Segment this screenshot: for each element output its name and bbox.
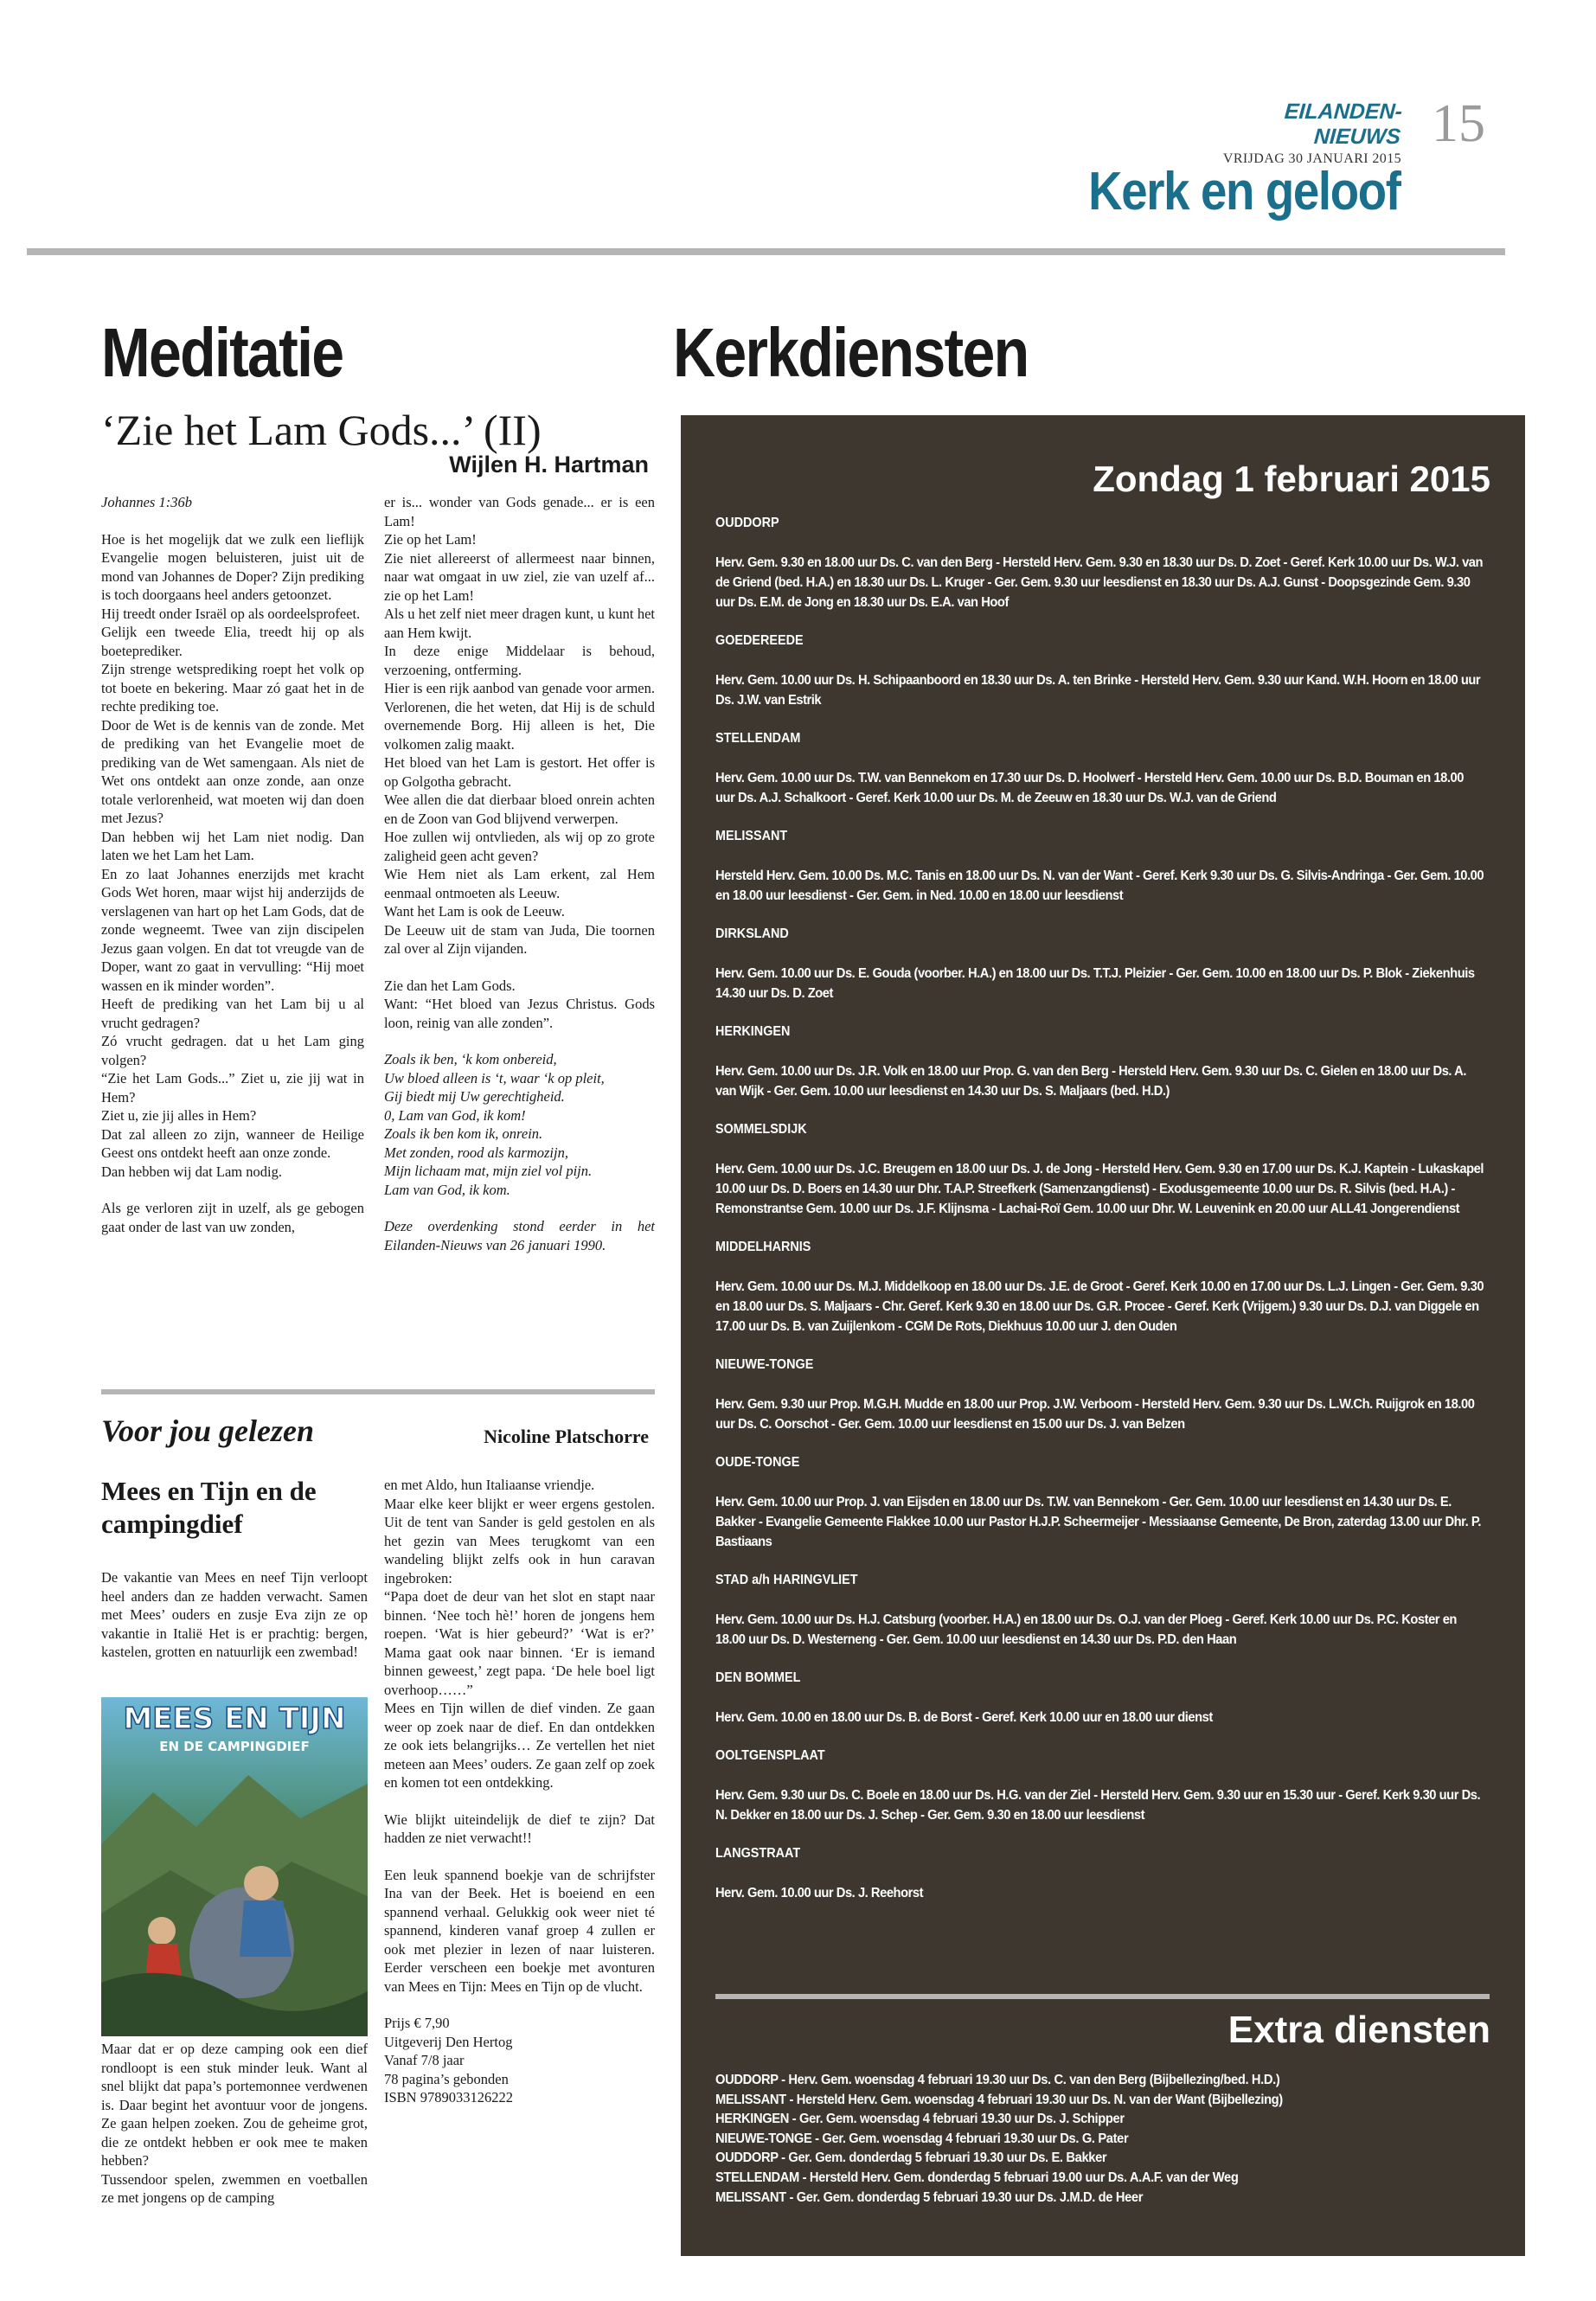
extra-service-item: OUDDORP - Ger. Gem. donderdag 5 februari 19.30 uur Ds. E. Bakker	[715, 2150, 1107, 2166]
place-services: Herv. Gem. 10.00 uur Ds. E. Gouda (voorber. H.A.) en 18.00 uur Ds. T.T.J. Pleizier - Ger. Gem. 10.00 en 18.00 uur Ds. P. Blok - Ziekenhuis 14.30 uur Ds. D. Zoet	[715, 966, 1475, 1001]
place-name: MIDDELHARNIS	[715, 1240, 811, 1254]
extra-service-item: STELLENDAM - Hersteld Herv. Gem. donderdag 5 februari 19.00 uur Ds. A.A.F. van der Weg	[715, 2170, 1239, 2185]
section-divider	[101, 1389, 655, 1394]
review-heading: Voor jou gelezen	[101, 1413, 315, 1448]
review-column-1b	[101, 2040, 368, 2208]
place-name: DEN BOMMEL	[715, 1670, 801, 1685]
extra-service-item: HERKINGEN - Ger. Gem. woensdag 4 februari 19.30 uur Ds. J. Schipper	[715, 2112, 1125, 2127]
extra-service-item: NIEUWE-TONGE - Ger. Gem. woensdag 4 februari 19.30 uur Ds. G. Pater	[715, 2131, 1129, 2146]
place-services: Herv. Gem. 10.00 uur Ds. J.C. Breugem en 18.00 uur Ds. J. de Jong - Hersteld Herv. Gem. 9.30 en 17.00 uur Ds. K.J. Kaptein - Lukaskapel 10.00 uur Ds. D. Boers en 14.30 uur Dhr. T.A.P. Streefkerk (Samenzangdienst) - Exodusgemeente 10.00 uur Ds. R. Silvis (bed. H.A.) - Remonstrantse Gem. 10.00 uur Ds. J.F. Klijnsma - Lachai-Roï Gem. 10.00 uur Dhr. W. Leuvenink en 20.00 uur ALL41 Jongerendienst	[715, 1162, 1484, 1216]
place-services: Herv. Gem. 10.00 uur Ds. J.R. Volk en 18.00 uur Prop. G. van den Berg - Hersteld Herv. Gem. 9.30 uur Ds. C. Gielen en 18.00 uur Ds. A. van Wijk - Ger. Gem. 10.00 uur leesdienst en 14.30 uur Ds. S. Maljaars (bed. H.D.)	[715, 1064, 1466, 1099]
extra-service-item: MELISSANT - Hersteld Herv. Gem. woensdag 4 februari 19.30 uur Ds. N. van der Want (Bijbellezing)	[715, 2092, 1283, 2107]
meditatie-text-1: Hoe is het mogelijk dat we zulk een lieflijk Evangelie mogen beluisteren, juist uit de mond van Johannes de Doper? Zijn prediking is toch doorgaans heel anders getoonzet. Hij treedt onder Israël op als oordeelsprofeet. Gelijk een tweede Elia, treedt hij op als boeteprediker. Zijn strenge wetsprediking roept het volk op tot boete en bekering. Maar zó gaat het in de rechte prediking toe. Door de Wet is de kennis van de zonde. Met de prediking van het Evangelie moet de prediking van de Wet samengaan. Als niet de Wet ons ontdekt aan onze zonde, aan onze totale verlorenheid, wat moeten wij dan doen met Jezus? Dan hebben wij het Lam niet nodig. Dan laten we het Lam het Lam. En zo laat Johannes enerzijds met kracht Gods Wet horen, maar wijst hij anderzijds de verslagenen van hart op het Lam Gods, dat de zonde wegneemt. Twee van zijn discipelen Jezus gaan volgen. En dat tot vreugde van de Doper, want zo gaat in vervulling: “Hij moet wassen en ik minder worden”. Heeft de prediking van het Lam bij u al vrucht gedragen? Zó vrucht gedragen. dat u het Lam ging volgen? “Zie het Lam Gods...” Ziet u, zie jij wat in Hem? Ziet u, zie jij alles in Hem? Dat zal alleen zo zijn, wanneer de Heilige Geest ons ontdekt heeft aan onze zonde. Dan hebben wij dat Lam nodig.	[101, 530, 364, 1180]
place-services: Herv. Gem. 10.00 uur Ds. H.J. Catsburg (voorber. H.A.) en 18.00 uur Ds. O.J. van der Ploeg - Geref. Kerk 10.00 uur Ds. P.C. Koster en 18.00 uur Ds. D. Westerneng - Ger. Gem. 10.00 uur leesdienst en 14.30 uur Ds. P.D. den Haan	[715, 1612, 1457, 1647]
section-title: Kerk en geloof	[1088, 162, 1401, 221]
meditatie-column-1	[101, 493, 364, 1236]
place-name: MELISSANT	[715, 829, 788, 843]
services-date: Zondag 1 februari 2015	[1093, 458, 1490, 499]
place-name: OOLTGENSPLAAT	[715, 1748, 825, 1763]
place-name: DIRKSLAND	[715, 926, 789, 941]
services-list	[715, 515, 1490, 1923]
place-services: Herv. Gem. 9.30 uur Prop. M.G.H. Mudde en 18.00 uur Prop. J.W. Verboom - Hersteld Herv. Gem. 9.30 uur Ds. L.W.Ch. Ruijgrok en 18.00 uur Ds. C. Oorschot - Ger. Gem. 10.00 uur leesdienst en 15.00 uur Ds. J. van Belzen	[715, 1397, 1475, 1432]
book-cover-illustration	[101, 1697, 368, 2036]
place-name: STAD a/h HARINGVLIET	[715, 1573, 858, 1587]
top-divider	[27, 248, 1505, 255]
place-services: Herv. Gem. 10.00 uur Ds. J. Reehorst	[715, 1886, 924, 1900]
book-cover-image	[101, 1697, 368, 2036]
place-services: Herv. Gem. 9.30 en 18.00 uur Ds. C. van den Berg - Hersteld Herv. Gem. 9.30 en 18.30 uur Ds. D. Zoet - Geref. Kerk 10.00 uur Ds. W.J. van de Griend (bed. H.A.) en 18.30 uur Ds. L. Kruger - Ger. Gem. 9.30 uur leesdienst en 18.30 uur Ds. A.J. Gunst - Doopsgezinde Gem. 9.30 uur Ds. E.M. de Jong en 18.30 uur Ds. E.A. van Hoof	[715, 555, 1484, 610]
review-author: Nicoline Platschorre	[484, 1426, 649, 1447]
review-text-2b: Wie blijkt uiteindelijk de dief te zijn? Dat hadden ze niet verwacht!!	[384, 1811, 655, 1846]
place-name: NIEUWE-TONGE	[715, 1357, 814, 1372]
book-title: Mees en Tijn en de campingdief	[101, 1476, 317, 1539]
meditatie-heading: Meditatie	[101, 314, 343, 391]
meditatie-text-2: er is... wonder van Gods genade... er is een Lam! Zie op het Lam! Zie niet allereerst of allermeest naar binnen, naar wat omgaat in uw ziel, zie van uzelf af... zie op het Lam! Als u het zelf niet meer dragen kunt, u kunt het aan Hem kwijt. In deze enige Middelaar is behoud, verzoening, ontferming. Hier is een rijk aanbod van genade voor armen. Verlorenen, die het weten, dat Hij is de schuld overnemende Borg. Hij alleen is het, Die volkomen zalig maakt. Het bloed van het Lam is gestort. Het offer is op Golgotha gebracht. Wee allen die dat dierbaar bloed onrein achten en de Zoon van God blijvend verwerpen. Hoe zullen wij ontvlieden, als wij op zo grote zaligheid geen acht geven? Wie Hem niet als Lam erkent, zal Hem eenmaal ontmoeten als Leeuw. Want het Lam is ook de Leeuw. De Leeuw uit de stam van Juda, Die toornen zal over al Zijn vijanden.	[384, 494, 655, 957]
kerkdiensten-heading: Kerkdiensten	[673, 314, 1029, 391]
extra-service-item: OUDDORP - Herv. Gem. woensdag 4 februari 19.30 uur Ds. C. van den Berg (Bijbellezing/bed. H.D.)	[715, 2073, 1280, 2087]
extra-services-list	[715, 2071, 1432, 2208]
newspaper-logo: EILANDEN-NIEUWS	[1283, 99, 1404, 149]
church-services-box	[681, 415, 1525, 2256]
issue-date: VRIJDAG 30 JANUARI 2015	[1222, 151, 1401, 166]
place-name: SOMMELSDIJK	[715, 1122, 807, 1137]
meditatie-poem: Zoals ik ben, ‘k kom onbereid, Uw bloed alleen is ‘t, waar ‘k op pleit, Gij biedt mij Uw gerechtigheid. 0, Lam van God, ik kom! Zoals ik ben kom ik, onrein. Met zonden, rood als karmozijn, Mijn lichaam mat, mijn ziel vol pijn. Lam van God, ik kom.	[384, 1051, 605, 1198]
place-name: LANGSTRAAT	[715, 1846, 801, 1861]
masthead	[1202, 99, 1404, 167]
place-services: Herv. Gem. 10.00 en 18.00 uur Ds. B. de Borst - Geref. Kerk 10.00 uur en 18.00 uur dienst	[715, 1710, 1213, 1725]
place-name: HERKINGEN	[715, 1024, 791, 1039]
place-services: Herv. Gem. 10.00 uur Ds. H. Schipaanboord en 18.30 uur Ds. A. ten Brinke - Hersteld Herv. Gem. 9.30 uur Kand. W.H. Hoorn en 18.00 uur Ds. J.W. van Estrik	[715, 673, 1481, 708]
review-text-2c: Een leuk spannend boekje van de schrijfster Ina van der Beek. Het is boeiend en een spannend verhaal. Gelukkig ook weer niet té spannend, kinderen vanaf groep 4 zullen er ook met plezier in lezen of naar luisteren. Eerder verscheen een boekje met avonturen van Mees en Tijn: Mees en Tijn op de vlucht.	[384, 1866, 655, 1995]
meditatie-text-2b: Zie dan het Lam Gods. Want: “Het bloed van Jezus Christus. Gods loon, reinig van alle zonden”.	[384, 977, 655, 1031]
place-name: STELLENDAM	[715, 731, 801, 746]
place-services: Herv. Gem. 10.00 uur Prop. J. van Eijsden en 18.00 uur Ds. T.W. van Bennekom - Ger. Gem. 10.00 uur leesdienst en 14.30 uur Ds. E. Bakker - Evangelie Gemeente Flakkee 10.00 uur Pastor H.J.P. Scheermeijer - Messiaanse Gemeente, De Bron, zaterdag 13.00 uur Dhr. P. Bastiaans	[715, 1495, 1481, 1549]
review-column-2	[384, 1476, 655, 2107]
meditatie-text-1b: Als ge verloren zijt in uzelf, als ge gebogen gaat onder de last van uw zonden,	[101, 1200, 364, 1235]
meditatie-subtitle: ‘Zie het Lam Gods...’ (II)	[101, 406, 542, 454]
place-name: OUDDORP	[715, 516, 779, 530]
place-services: Herv. Gem. 9.30 uur Ds. C. Boele en 18.00 uur Ds. H.G. van der Ziel - Hersteld Herv. Gem. 9.30 uur en 15.30 uur - Geref. Kerk 9.30 uur Ds. N. Dekker en 18.00 uur Ds. J. Schep - Ger. Gem. 9.30 en 18.00 uur leesdienst	[715, 1788, 1481, 1823]
meditatie-note: Deze overdenking stond eerder in het Eilanden-Nieuws van 26 januari 1990.	[384, 1218, 655, 1253]
meditatie-author: Wijlen H. Hartman	[449, 452, 649, 478]
extra-divider	[715, 1994, 1490, 1999]
extra-services-heading: Extra diensten	[1227, 2009, 1490, 2051]
extra-service-item: MELISSANT - Ger. Gem. donderdag 5 februari 19.30 uur Ds. J.M.D. de Heer	[715, 2189, 1144, 2205]
meditatie-column-2	[384, 493, 655, 1254]
page-number: 15	[1432, 94, 1485, 153]
book-details: Prijs € 7,90 Uitgeverij Den Hertog Vanaf 7/8 jaar 78 pagina’s gebonden ISBN 9789033126222	[384, 2015, 513, 2106]
place-services: Herv. Gem. 10.00 uur Ds. M.J. Middelkoop en 18.00 uur Ds. J.E. de Groot - Geref. Kerk 10.00 en 17.00 uur Ds. L.J. Lingen - Ger. Gem. 9.30 en 18.00 uur Ds. S. Maljaars - Chr. Geref. Kerk 9.30 en 18.00 uur Ds. G.R. Procee - Geref. Kerk (Vrijgem.) 9.30 uur Ds. D.J. van Diggele en 17.00 uur Ds. B. van Zuijlenkom - CGM De Rots, Diekhuus 10.00 uur J. den Ouden	[715, 1279, 1484, 1334]
place-services: Herv. Gem. 10.00 uur Ds. T.W. van Bennekom en 17.30 uur Ds. D. Hoolwerf - Hersteld Herv. Gem. 10.00 uur Ds. B.D. Bouman en 18.00 uur Ds. A.J. Schalkoort - Geref. Kerk 10.00 uur Ds. M. de Zeeuw en 18.30 uur Ds. W.J. van de Griend	[715, 771, 1464, 805]
bible-reference: Johannes 1:36b	[101, 494, 192, 510]
place-name: GOEDEREEDE	[715, 633, 804, 648]
cover-subtitle: EN DE CAMPINGDIEF	[159, 1739, 310, 1754]
place-name: OUDE-TONGE	[715, 1455, 800, 1470]
cover-title: MEES EN TIJN	[123, 1702, 346, 1736]
review-text-2: en met Aldo, hun Italiaanse vriendje. Maar elke keer blijkt er weer ergens gestolen. Uit de tent van Sander is geld gestolen en als het gezin van Mees terugkomt van een wandeling blijkt zelfs ook in hun caravan ingebroken: “Papa doet de deur van het slot en stapt naar binnen. ‘Nee toch hè!’ horen de jongens hem roepen. ‘Wat is hier gebeurd?’ ‘Wat is er?’ Mama gaat ook naar binnen. ‘Er is iemand binnen geweest,’ zegt papa. ‘De hele boel ligt overhoop……” Mees en Tijn willen de dief vinden. Ze gaan weer op zoek naar de dief. En dan ontdekken ze ook iets belangrijks… Ze vertellen het niet meteen aan Mees’ ouders. Ze gaan zelf op zoek en komen tot een ontdekking.	[384, 1477, 655, 1791]
review-text-1b: Maar dat er op deze camping ook een dief rondloopt is een stuk minder leuk. Want al snel blijkt dat papa’s portemonnee verdwenen is. Daar begint het avontuur voor de jongens. Ze gaan helpen zoeken. Zou de geheime grot, die ze ontdekt hebben er ook mee te maken hebben? Tussendoor spelen, zwemmen en voetballen ze met jongens op de camping	[101, 2041, 368, 2206]
place-services: Hersteld Herv. Gem. 10.00 Ds. M.C. Tanis en 18.00 uur Ds. N. van der Want - Geref. Kerk 9.30 uur Ds. G. Silvis-Andringa - Ger. Gem. 10.00 en 18.00 uur leesdienst - Ger. Gem. in Ned. 10.00 en 18.00 uur leesdienst	[715, 868, 1484, 903]
review-column-1a	[101, 1568, 368, 1662]
review-text-1: De vakantie van Mees en neef Tijn verloopt heel anders dan ze hadden verwacht. Samen met Mees’ ouders en zusje Eva zijn ze op vakantie in Italië Het is er prachtig: bergen, kastelen, grotten en natuurlijk een zwembad!	[101, 1569, 368, 1660]
